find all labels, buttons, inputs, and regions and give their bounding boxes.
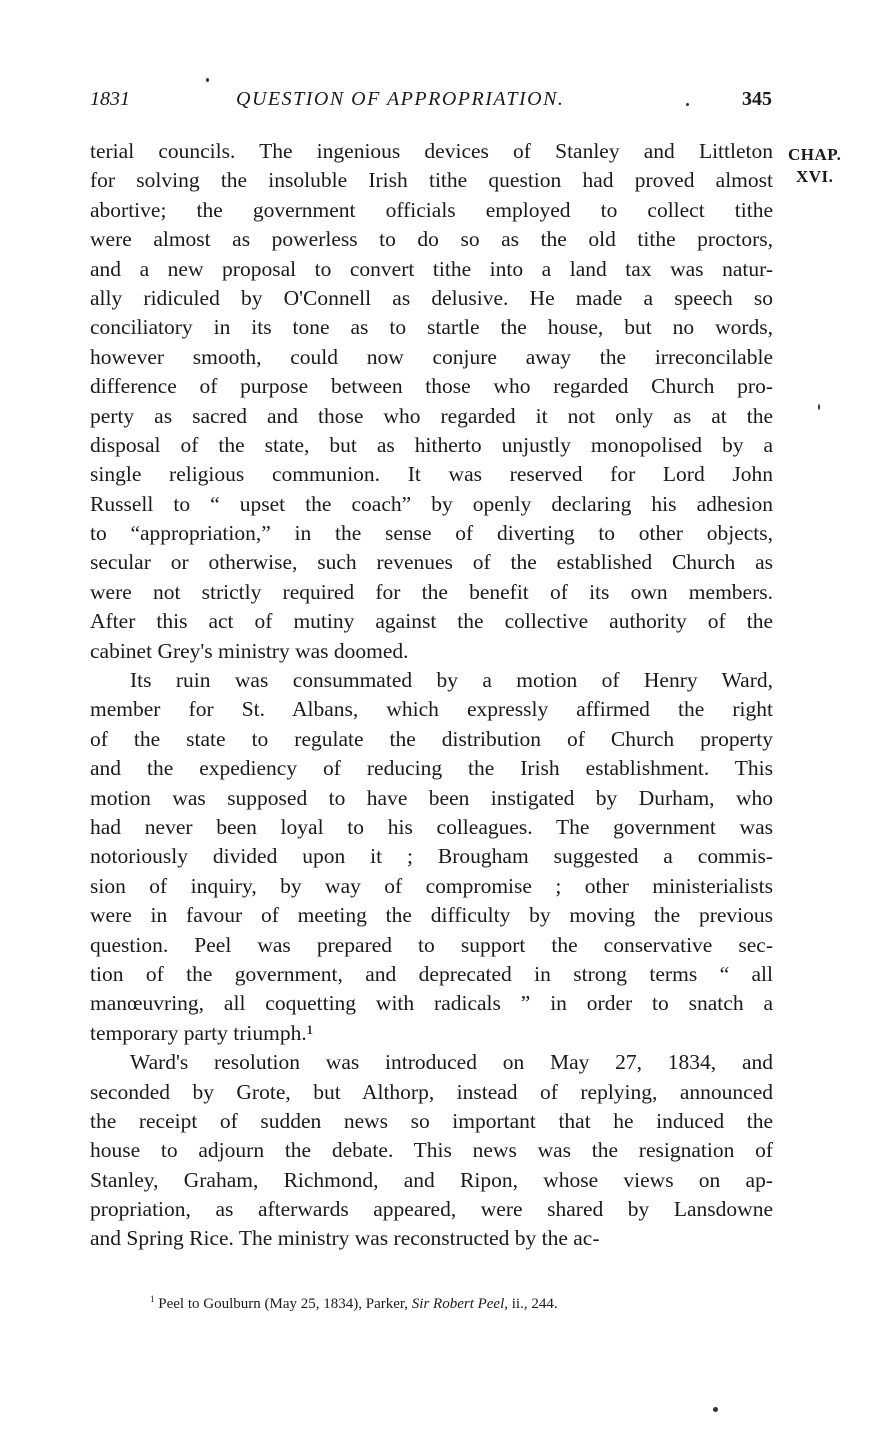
text-line: Ward's resolution was introduced on May 27, 1834, and [130, 1050, 773, 1075]
ink-speck [686, 103, 689, 106]
chapter-number: XVI. [795, 167, 834, 186]
text-line: however smooth, could now conjure away the irreconcilable [90, 344, 773, 369]
ink-speck [206, 78, 209, 82]
text-line: of the state to regulate the distribution of Church property [90, 726, 773, 751]
text-line: propriation, as afterwards appeared, were shared by Lansdowne [90, 1197, 773, 1222]
chapter-label: CHAP. [788, 145, 842, 164]
text-line: the receipt of sudden news so important that he induced the [90, 1108, 773, 1133]
running-title: QUESTION OF APPROPRIATION. [236, 88, 565, 110]
ink-speck [713, 1407, 718, 1412]
text-line: seconded by Grote, but Althorp, instead of replying, announced [90, 1079, 773, 1104]
text-line: perty as sacred and those who regarded it not only as at the [90, 403, 773, 428]
text-line: were in favour of meeting the difficulty by moving the previous [90, 903, 773, 928]
text-line: were not strictly required for the benefit of its own members. [90, 579, 773, 604]
text-line: to “appropriation,” in the sense of diverting to other objects, [90, 521, 773, 546]
text-line: manœuvring, all coquetting with radicals ” in order to snatch a [90, 991, 773, 1016]
text-line: for solving the insoluble Irish tithe question had proved almost [90, 168, 773, 193]
text-line: Its ruin was consummated by a motion of Henry Ward, [130, 668, 773, 693]
paragraph [90, 666, 773, 1048]
body-text [90, 137, 773, 1254]
text-line: difference of purpose between those who regarded Church pro- [90, 374, 773, 399]
header-year: 1831 [90, 88, 130, 110]
text-line: tion of the government, and deprecated in strong terms “ all [90, 961, 773, 986]
text-line: were almost as powerless to do so as the old tithe proctors, [90, 227, 773, 252]
text-line: ally ridiculed by O'Connell as delusive. He made a speech so [90, 285, 773, 310]
text-line: conciliatory in its tone as to startle the house, but no words, [90, 315, 773, 340]
text-line: Stanley, Graham, Richmond, and Ripon, whose views on ap- [90, 1167, 773, 1192]
footnote-text-before: Peel to Goulburn (May 25, 1834), Parker, [158, 1296, 412, 1312]
footnote-marker: 1 [150, 1294, 155, 1304]
footnote-text-after: , ii., 244. [504, 1296, 558, 1312]
footnote [150, 1294, 558, 1313]
text-line: Russell to “ upset the coach” by openly declaring his adhesion [90, 491, 773, 516]
text-line: temporary party triumph.¹ [90, 1020, 314, 1045]
page-header [88, 88, 772, 116]
footnote-book-title: Sir Robert Peel [411, 1296, 505, 1312]
text-line: disposal of the state, but as hitherto unjustly monopolised by a [90, 432, 773, 457]
text-line: terial councils. The ingenious devices of Stanley and Littleton [90, 139, 773, 163]
text-line: and the expediency of reducing the Irish establishment. This [90, 756, 773, 781]
paragraph [90, 137, 773, 666]
text-line: and a new proposal to convert tithe into a land tax was natur- [90, 256, 773, 281]
text-line: sion of inquiry, by way of compromise ; other ministerialists [90, 873, 773, 898]
text-line: house to adjourn the debate. This news was the resignation of [90, 1138, 773, 1163]
text-line: cabinet Grey's ministry was doomed. [90, 638, 409, 663]
text-line: secular or otherwise, such revenues of the established Church as [90, 550, 773, 575]
page-number: 345 [742, 88, 772, 110]
text-line: member for St. Albans, which expressly affirmed the right [90, 697, 773, 722]
text-line: had never been loyal to his colleagues. The government was [90, 814, 773, 839]
text-line: After this act of mutiny against the collective authority of the [90, 609, 773, 634]
paragraph [90, 1048, 773, 1254]
text-line: notoriously divided upon it ; Brougham suggested a commis- [90, 844, 773, 869]
text-line: abortive; the government officials employed to collect tithe [90, 197, 773, 222]
chapter-margin-note [788, 144, 841, 188]
text-line: question. Peel was prepared to support the conservative sec- [90, 932, 773, 957]
text-line: single religious communion. It was reserved for Lord John [90, 462, 773, 487]
text-line: and Spring Rice. The ministry was reconstructed by the ac- [90, 1226, 600, 1251]
text-line: motion was supposed to have been instigated by Durham, who [90, 785, 773, 810]
ink-speck [818, 404, 820, 410]
